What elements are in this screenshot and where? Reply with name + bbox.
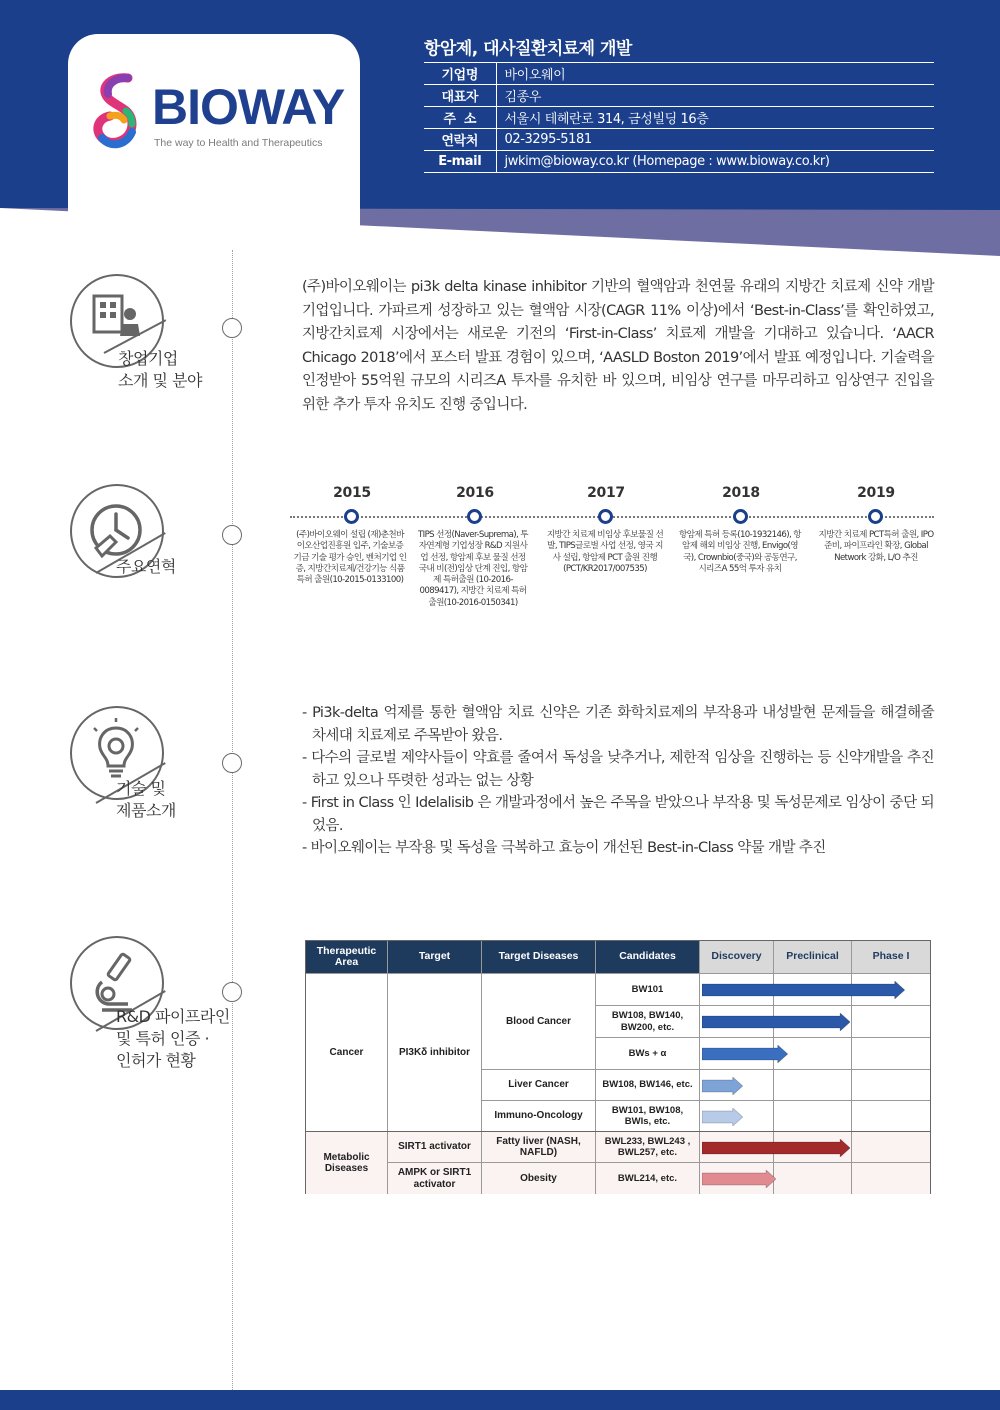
history-dot xyxy=(467,509,482,524)
section-label-intro xyxy=(118,348,202,392)
info-value: 바이오웨이 xyxy=(496,63,934,85)
section-label-line: R&D 파이프라인 xyxy=(116,1007,230,1026)
area-cancer: Cancer xyxy=(306,974,388,1132)
bioway-logo-icon xyxy=(88,70,152,154)
stage-cell xyxy=(852,1070,930,1101)
section-label-history: 주요연혁 xyxy=(116,557,176,576)
section-label-tech xyxy=(116,778,176,822)
info-row xyxy=(424,107,934,129)
info-row xyxy=(424,151,934,173)
header-target-diseases: Target Diseases xyxy=(482,941,596,974)
list-item: - 바이오웨이는 부작용 및 독성을 극복하고 효능이 개선된 Best-in-Class 약물 개발 추진 xyxy=(302,840,826,856)
header-target: Target xyxy=(388,941,482,974)
info-value: 김종우 xyxy=(496,85,934,107)
info-key: 대표자 xyxy=(424,85,496,107)
stage-cell xyxy=(852,1101,930,1132)
header-discovery: Discovery xyxy=(700,941,774,974)
history-text: 지방간 치료제 PCT특허 출원, IPO 준비, 파이프라인 확장, Global Network 강화, L/O 추진 xyxy=(818,530,934,563)
history-dot xyxy=(598,509,613,524)
section-label-line: 인허가 현황 xyxy=(116,1051,196,1070)
progress-arrow xyxy=(702,1013,850,1031)
target-sirt1: SIRT1 activator xyxy=(388,1132,482,1163)
candidate-cell: BW108, BW140, BW200, etc. xyxy=(596,1006,700,1038)
list-item: - First in Class 인 Idelalisib 은 개발과정에서 높은 주목을 받았으나 부작용 및 독성문제로 임상이 중단 되었음. xyxy=(302,795,934,834)
info-value: 서울시 테헤란로 314, 금성빌딩 16층 xyxy=(496,107,934,129)
history-year: 2015 xyxy=(333,485,371,501)
header-preclinical: Preclinical xyxy=(774,941,852,974)
stage-cell xyxy=(852,1163,930,1194)
info-key: 기업명 xyxy=(424,63,496,85)
section-label-line: 제품소개 xyxy=(116,801,176,820)
info-value: jwkim@bioway.co.kr (Homepage : www.bioway.co.kr) xyxy=(496,151,934,173)
info-key: E-mail xyxy=(424,151,496,173)
candidate-cell: BWL233, BWL243 , BWL257, etc. xyxy=(596,1132,700,1163)
list-item: - Pi3k-delta 억제를 통한 혈액암 치료 신약은 기존 화학치료제의 부작용과 내성발현 문제들을 해결해줄 차세대 치료제로 주목받아 왔음. xyxy=(302,705,934,744)
section-label-line: 창업기업 xyxy=(118,349,178,368)
candidate-cell: BW108, BW146, etc. xyxy=(596,1070,700,1101)
progress-arrow xyxy=(702,1170,776,1188)
company-intro-text: (주)바이오웨이는 pi3k delta kinase inhibitor 기반의 혈액암과 천연물 유래의 지방간 치료제 신약 개발 기업입니다. 가파르게 성장하고 있는 혈액암 시장(CAGR 11% 이상)에서 ‘Best-in-Class’를 확인하였고, 지방간치료제 시장에서는 새로운 기전의 ‘First-in-Class’ 치료제 개발을 기대하고 있습니다. ‘AACR Chicago 2018’에서 포스터 발표 경험이 있으며, ‘AASLD Boston 2019’에서 발표 예정입니다. 기술력을 인정받아 55억원 규모의 시리즈A 투자를 유치한 바 있으며, 비임상 연구를 마무리하고 임상연구 진입을 위한 추가 투자 유치도 진행 중입니다. xyxy=(302,279,934,413)
section-label-pipeline xyxy=(116,1006,230,1072)
stage-cell xyxy=(774,1101,852,1132)
history-year: 2017 xyxy=(587,485,625,501)
info-value: 02-3295-5181 xyxy=(496,129,934,151)
stage-cell xyxy=(774,1070,852,1101)
logo-wordmark: BIOWAY xyxy=(152,79,345,135)
stage-cell xyxy=(852,1132,930,1163)
progress-arrow xyxy=(702,981,905,999)
info-row xyxy=(424,129,934,151)
info-key: 주 소 xyxy=(424,107,496,129)
candidate-cell: BWs + α xyxy=(596,1038,700,1070)
section-divider-line xyxy=(232,250,233,1390)
area-metabolic: Metabolic Diseases xyxy=(306,1132,388,1194)
section-marker xyxy=(222,318,242,338)
target-ampk: AMPK or SIRT1 activator xyxy=(388,1163,482,1194)
logo-tagline: The way to Health and Therapeutics xyxy=(154,137,323,149)
progress-arrow xyxy=(702,1077,743,1095)
info-row xyxy=(424,63,934,85)
section-label-line: 기술 및 xyxy=(116,779,166,798)
disease-liver-cancer: Liver Cancer xyxy=(482,1070,596,1101)
history-text: 지방간 치료제 비임상 후보물질 선발, TIPS글로벌 사업 선정, 영국 지사 설립, 항암제 PCT 출원 진행(PCT/KR2017/007535) xyxy=(546,530,664,574)
section-marker xyxy=(222,525,242,545)
disease-immuno-oncology: Immuno-Oncology xyxy=(482,1101,596,1132)
candidate-cell: BWL214, etc. xyxy=(596,1163,700,1194)
history-text: (주)바이오웨이 설립 (재)춘천바이오산업진흥원 입주, 기술보증기금 기술 평가 승인, 벤처기업 인증, 지방간치료제/건강기능 식품 특허 출원(10-2015-0133100) xyxy=(293,530,407,586)
candidate-cell: BW101, BW108, BWIs, etc. xyxy=(596,1101,700,1132)
history-dot xyxy=(344,509,359,524)
section-marker xyxy=(222,753,242,773)
info-row xyxy=(424,85,934,107)
section-marker xyxy=(222,982,242,1002)
stage-cell xyxy=(774,1163,852,1194)
header-candidates: Candidates xyxy=(596,941,700,974)
pipeline-table xyxy=(305,940,931,1194)
list-item: - 다수의 글로벌 제약사들이 약효를 줄여서 독성을 낮추거나, 제한적 임상을 진행하는 등 신약개발을 추진하고 있으나 뚜렷한 성과는 없는 상황 xyxy=(302,750,934,789)
progress-arrow xyxy=(702,1108,743,1126)
group-separator xyxy=(306,1131,930,1132)
disease-fatty-liver: Fatty liver (NASH, NAFLD) xyxy=(482,1132,596,1163)
stage-cell xyxy=(852,1038,930,1070)
company-info-table xyxy=(424,62,934,173)
history-dot xyxy=(868,509,883,524)
history-text: 항암제 특허 등록(10-1932146), 항암제 해외 비임상 진행, Envigo(영국), Crownbio(중국)와 공동연구, 시리즈A 55억 투자 유치 xyxy=(679,530,801,574)
page-title: 항암제, 대사질환치료제 개발 xyxy=(424,39,632,59)
header-therapeutic-area: Therapeutic Area xyxy=(306,941,388,974)
target-pi3k: PI3Kδ inhibitor xyxy=(388,974,482,1132)
info-key: 연락처 xyxy=(424,129,496,151)
section-label-line: 및 특허 인증 · xyxy=(116,1029,210,1048)
section-label-line: 소개 및 분야 xyxy=(118,371,202,390)
disease-obesity: Obesity xyxy=(482,1163,596,1194)
candidate-cell: BW101 xyxy=(596,974,700,1006)
progress-arrow xyxy=(702,1045,788,1063)
header-phase-1: Phase I xyxy=(852,941,930,974)
progress-arrow xyxy=(702,1139,850,1157)
history-text: TIPS 선정(Naver-Suprema), 투자연계형 기업성장 R&D 지원사업 선정, 항암제 후보 물질 선정 국내 비(전)임상 단계 진입, 항암제 특허출원 (10-2016-0089417), 지방간 치료제 특허출원(10-2016-0150341) xyxy=(417,530,528,608)
disease-blood-cancer: Blood Cancer xyxy=(482,974,596,1070)
history-year: 2018 xyxy=(722,485,760,501)
history-year: 2016 xyxy=(456,485,494,501)
stage-cell xyxy=(852,1006,930,1038)
tech-bullet-list xyxy=(302,702,934,860)
history-year: 2019 xyxy=(857,485,895,501)
history-dot xyxy=(733,509,748,524)
footer-band xyxy=(0,1390,1000,1410)
